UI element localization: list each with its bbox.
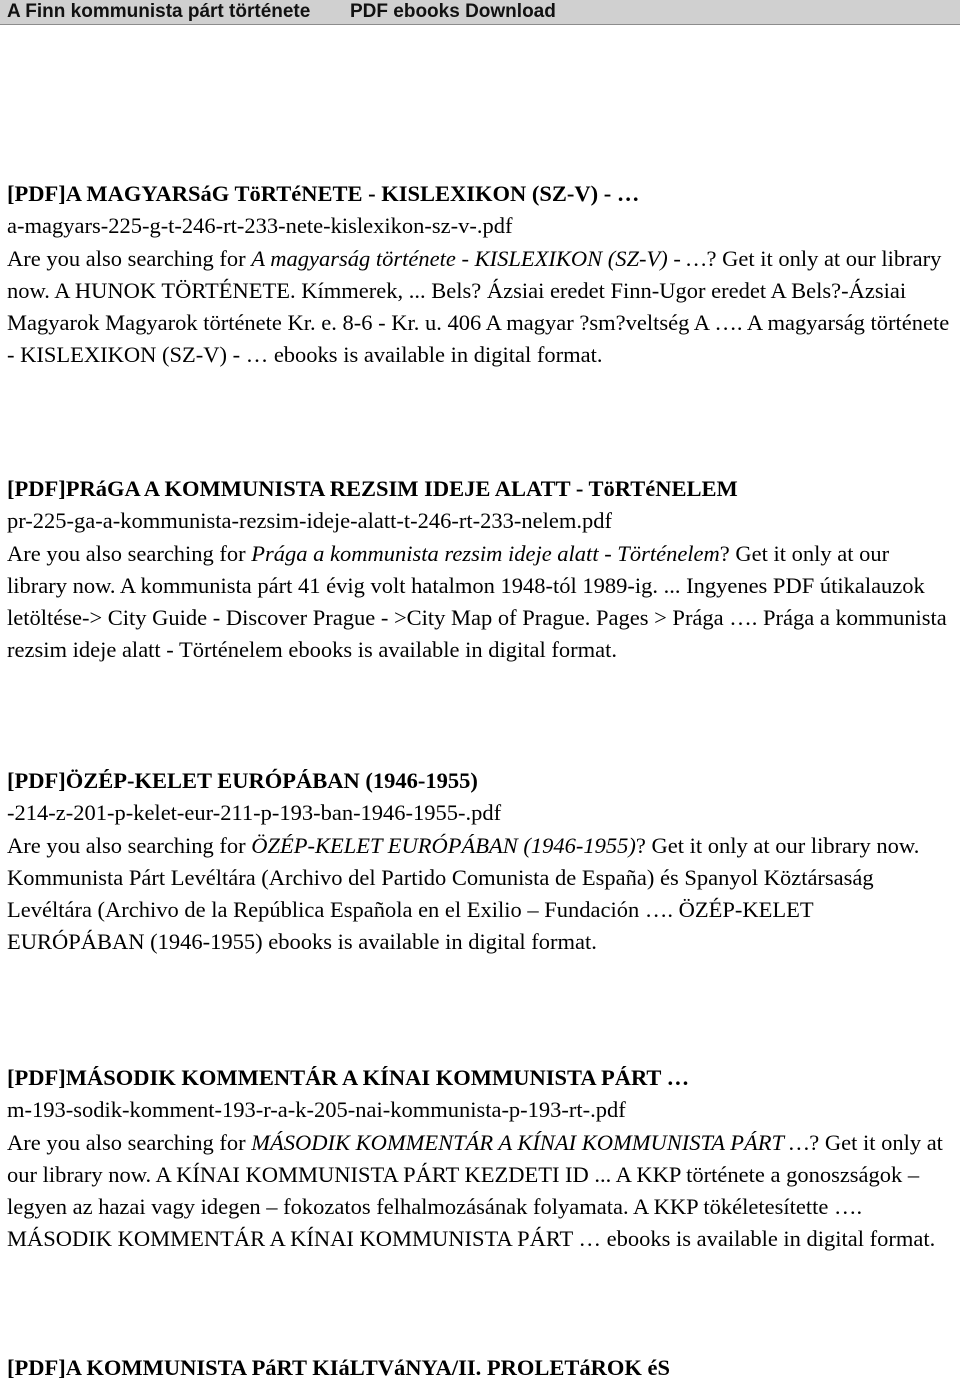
header-subtitle[interactable]: PDF ebooks Download [350,1,556,22]
result-title[interactable]: [PDF]MÁSODIK KOMMENTÁR A KÍNAI KOMMUNISTA PÁRT … [7,1065,690,1090]
result-filename[interactable]: m-193-sodik-komment-193-r-a-k-205-nai-kommunista-p-193-rt-.pdf [7,1097,626,1123]
result-entry [7,1352,952,1384]
result-entry [7,1062,952,1256]
result-filename[interactable]: -214-z-201-p-kelet-eur-211-p-193-ban-1946-1955-.pdf [7,800,502,826]
result-description [7,538,952,667]
result-entry [7,765,952,959]
description-text: ? Get it only at our library now. A kommunista párt 41 évig volt hatalmon 1948-tól 1989-ig. ... Ingyenes PDF útikalauzok letöltése-> City Guide - Discover Prague - >City Map of Prague. Pages > Prága …. Prága a kommunista rezsim ideje alatt - Történelem ebooks is available in digital format. [7,540,947,663]
result-entry [7,473,952,667]
description-prefix: Are you also searching for [7,540,252,566]
description-text: ? Get it only at our library now. A KÍNAI KOMMUNISTA PÁRT KEZDETI ID ... A KKP története a gonoszságok – legyen az hazai vagy idegen – fokozatos felhalmozásának folyamata. A KKP tökéletesítette …. MÁSODIK KOMMENTÁR A KÍNAI KOMMUNISTA PÁRT … ebooks is available in digital format. [7,1129,943,1252]
description-query: A magyarság története - KISLEXIKON (SZ-V) - … [251,245,707,271]
header-title[interactable]: A Finn kommunista párt története [7,1,311,22]
description-prefix: Are you also searching for [7,1129,252,1155]
result-title[interactable]: [PDF]A KOMMUNISTA PáRT KIáLTVáNYA/II. PROLETáROK éS [7,1355,671,1380]
result-title[interactable]: [PDF]ÖZÉP-KELET EURÓPÁBAN (1946-1955) [7,768,478,793]
description-prefix: Are you also searching for [7,832,252,858]
result-description [7,243,952,372]
result-title[interactable]: [PDF]PRáGA A KOMMUNISTA REZSIM IDEJE ALATT - TöRTéNELEM [7,476,738,501]
result-description [7,1127,952,1256]
description-text: ? Get it only at our library now. A HUNOK TÖRTÉNETE. Kímmerek, ... Bels? Ázsiai eredet Finn-Ugor eredet A Bels?-Ázsiai Magyarok Magyarok története Kr. e. 8-6 - Kr. u. 406 A magyar ?sm?veltség A …. A magyarság története - KISLEXIKON (SZ-V) - … ebooks is available in digital format. [7,245,950,368]
description-prefix: Are you also searching for [7,245,252,271]
header-bar [0,0,960,25]
description-query: Prága a kommunista rezsim ideje alatt - Történelem [251,540,720,566]
result-entry [7,178,952,372]
description-text: ? Get it only at our library now. Kommunista Párt Levéltára (Archivo del Partido Comunista de España) és Spanyol Köztársaság Levéltára (Archivo de la República Española en el Exilio – Fundación …. ÖZÉP-KELET EURÓPÁBAN (1946-1955) ebooks is available in digital format. [7,832,920,955]
result-filename[interactable]: a-magyars-225-g-t-246-rt-233-nete-kislexikon-sz-v-.pdf [7,213,513,239]
result-filename[interactable]: pr-225-ga-a-kommunista-rezsim-ideje-alatt-t-246-rt-233-nelem.pdf [7,508,612,534]
description-query: MÁSODIK KOMMENTÁR A KÍNAI KOMMUNISTA PÁRT … [251,1129,810,1155]
result-title[interactable]: [PDF]A MAGYARSáG TöRTéNETE - KISLEXIKON (SZ-V) - … [7,181,640,206]
description-query: ÖZÉP-KELET EURÓPÁBAN (1946-1955) [251,832,636,858]
result-description [7,830,952,959]
